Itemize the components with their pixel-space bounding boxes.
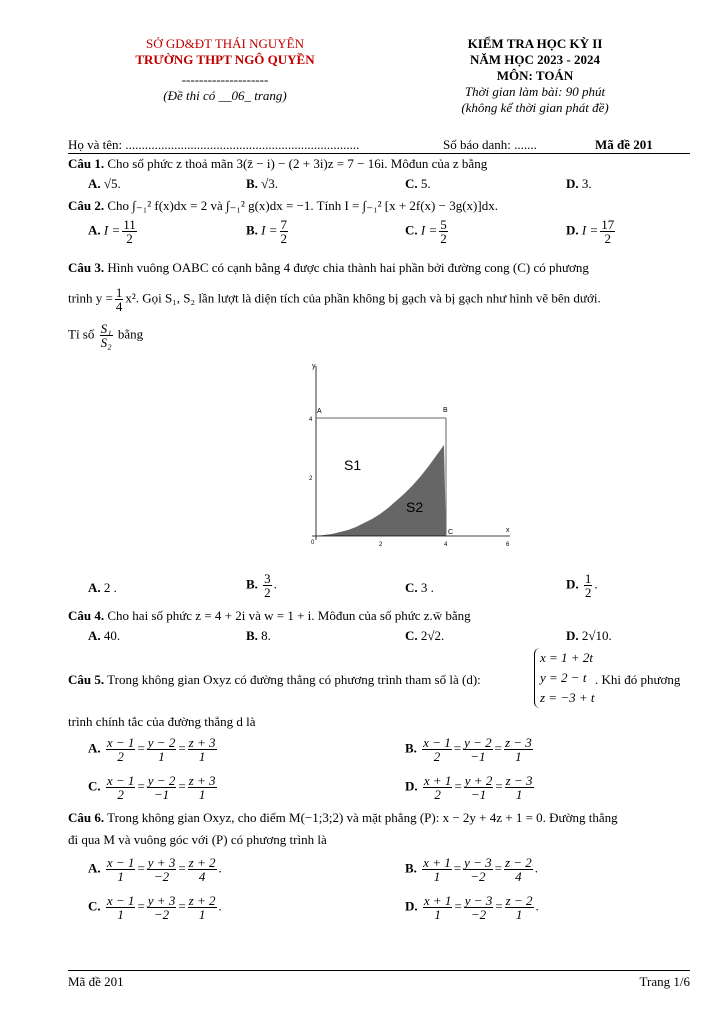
point-a-label: A xyxy=(317,408,322,415)
question-label: Câu 4. xyxy=(68,608,105,623)
subject: MÔN: TOÁN xyxy=(496,68,574,83)
x-axis-label: x xyxy=(506,527,510,534)
q2-option-b[interactable]: B. I = $\frac{7}{2}$ xyxy=(246,217,288,246)
fraction: $\frac{7}{2}$ xyxy=(280,217,288,246)
question-6-line-2: đi qua M và vuông góc với (P) có phương trình là xyxy=(68,832,327,847)
tick-y-4: 4 xyxy=(309,417,313,423)
question-5 xyxy=(68,672,481,688)
q2-option-d[interactable]: D. I = $\frac{17}{2}$ xyxy=(566,217,615,246)
question-6 xyxy=(68,810,618,826)
q2-option-a[interactable]: A. I = $\frac{11}{2}$ xyxy=(88,217,136,246)
duration-note: (không kể thời gian phát đề) xyxy=(461,100,609,115)
q6-option-a[interactable]: A. $\frac{x - 1}{1}$ = $\frac{y + 3}{-2}$ = $\frac{z + 2}{4}$ . xyxy=(88,855,222,884)
question-3 xyxy=(68,260,589,276)
header-divider: -------------------- xyxy=(181,72,269,87)
q5-option-b[interactable]: B. $\frac{x - 1}{2}$ = $\frac{y - 2}{-1}$ = $\frac{z - 3}{1}$ xyxy=(405,735,532,764)
question-label: Câu 3. xyxy=(68,260,105,275)
fraction: $\frac{\text{S₁}}{\text{S₂}}$ xyxy=(100,321,112,350)
question-5-line-2: trình chính tắc của đường thẳng d là xyxy=(68,714,256,729)
tick-x-6: 6 xyxy=(506,542,510,548)
q1-option-d[interactable]: D. 3. xyxy=(566,176,592,191)
q3-option-a[interactable]: A. 2 . xyxy=(88,580,117,595)
q6-option-d[interactable]: D. $\frac{x + 1}{1}$ = $\frac{y - 3}{-2}$ = $\frac{z - 2}{1}$ . xyxy=(405,893,539,922)
question-text: Trong không gian Oxyz có đường thẳng có phương trình tham số là (d): xyxy=(107,672,481,687)
page-count-note: (Đề thi có __06_ trang) xyxy=(163,88,287,103)
s2-label: S2 xyxy=(406,499,424,515)
fraction: $\frac{5}{2}$ xyxy=(440,217,447,246)
q6-option-c[interactable]: C. $\frac{x - 1}{1}$ = $\frac{y + 3}{-2}$ = $\frac{z + 2}{1}$ . xyxy=(88,893,222,922)
q4-option-c[interactable]: C. 2√2. xyxy=(405,628,445,643)
question-label: Câu 5. xyxy=(68,672,105,687)
y-axis-label: y xyxy=(312,363,316,370)
fraction: $\frac{1}{2}$ xyxy=(584,571,592,600)
question-label: Câu 6. xyxy=(68,810,105,825)
q5-option-c[interactable]: C. $\frac{x - 1}{2}$ = $\frac{y - 2}{-1}$ = $\frac{z + 3}{1}$ xyxy=(88,773,216,802)
footer-page-number: Trang 1/6 xyxy=(639,974,690,989)
question-4 xyxy=(68,608,471,624)
q4-option-d[interactable]: D. 2√10. xyxy=(566,628,612,643)
fraction: $\frac{1}{4}$ xyxy=(115,285,123,314)
question-text: Trong không gian Oxyz, cho điểm M(−1;3;2) và mặt phẳng (P): x − 2y + 4z + 1 = 0. Đường thẳng xyxy=(107,810,618,825)
q3-option-c[interactable]: C. 3 . xyxy=(405,580,434,595)
footer-exam-code: Mã đề 201 xyxy=(68,974,124,989)
question-3-line-3: Tỉ số $\frac{\text{S₁}}{\text{S₂}}$ bằng xyxy=(68,321,144,350)
parametric-system xyxy=(534,648,595,708)
system-eq-x: x = 1 + 2t xyxy=(540,650,593,665)
question-text: Cho ∫₋₁² f(x)dx = 2 và ∫₋₁² g(x)dx = −1. Tính I = ∫₋₁² [x + 2f(x) − 3g(x)]dx. xyxy=(107,198,498,213)
question-text: Cho số phức z thoả mãn 3(z̄ − i) − (2 + 3i)z = 7 − 16i. Môđun của z bằng xyxy=(107,156,488,171)
point-c-label: C xyxy=(448,529,454,536)
question-5-continuation: . Khi đó phương xyxy=(595,672,681,687)
tick-x-4: 4 xyxy=(444,542,448,548)
question-label: Câu 2. xyxy=(68,198,105,213)
system-eq-z: z = −3 + t xyxy=(540,690,595,705)
header-left xyxy=(110,36,340,104)
q1-option-b[interactable]: B. √3. xyxy=(246,176,279,191)
school-name: TRƯỜNG THPT NGÔ QUYỀN xyxy=(135,52,315,67)
q4-option-a[interactable]: A. 40. xyxy=(88,628,121,643)
exam-code: Mã đề 201 xyxy=(595,137,653,152)
q6-option-b[interactable]: B. $\frac{x + 1}{1}$ = $\frac{y - 3}{-2}$ = $\frac{z - 2}{4}$ . xyxy=(405,855,539,884)
question-label: Câu 1. xyxy=(68,156,105,171)
system-eq-y: y = 2 − t xyxy=(540,670,587,685)
tick-x-2: 2 xyxy=(379,542,383,548)
q3-option-b[interactable]: B. $\frac{3}{2}$ . xyxy=(246,571,277,600)
q2-option-c[interactable]: C. I = $\frac{5}{2}$ xyxy=(405,217,447,246)
duration: Thời gian làm bài: 90 phút xyxy=(464,84,606,99)
q4-option-b[interactable]: B. 8. xyxy=(246,628,271,643)
student-name-field: Họ và tên: ........................................................................ xyxy=(68,137,360,152)
fraction: $\frac{3}{2}$ xyxy=(264,571,271,600)
s2-shaded-region xyxy=(316,445,446,536)
origin-label: 0 xyxy=(311,540,315,546)
question-1 xyxy=(68,156,487,172)
tick-y-2: 2 xyxy=(309,476,313,482)
area-figure xyxy=(298,360,518,550)
point-b-label: B xyxy=(443,407,448,414)
info-underline xyxy=(68,153,690,154)
fraction: $\frac{11}{2}$ xyxy=(123,217,136,246)
question-text: Hình vuông OABC có cạnh bằng 4 được chia thành hai phần bởi đường cong (C) có phương xyxy=(107,260,589,275)
s1-label: S1 xyxy=(344,457,362,473)
question-3-line-2: trình y = $\frac{1}{4}$ x². Gọi S₁, S₂ lần lượt là diện tích của phần không bị gạch và bị gạch như hình vẽ bên dưới. xyxy=(68,285,601,314)
header-right xyxy=(420,36,650,116)
question-2 xyxy=(68,198,498,214)
q5-option-a[interactable]: A. $\frac{x - 1}{2}$ = $\frac{y - 2}{1}$ = $\frac{z + 3}{1}$ xyxy=(88,735,216,764)
department-name: SỞ GD&ĐT THÁI NGUYÊN xyxy=(145,36,305,51)
student-id-field: Số báo danh: ....... xyxy=(443,137,537,152)
exam-title: KIỂM TRA HỌC KỲ II xyxy=(467,36,603,51)
question-text: Cho hai số phức z = 4 + 2i và w = 1 + i. Môđun của số phức z.w̄ bằng xyxy=(107,608,471,623)
q1-option-c[interactable]: C. 5. xyxy=(405,176,431,191)
q5-option-d[interactable]: D. $\frac{x + 1}{2}$ = $\frac{y + 2}{-1}$ = $\frac{z - 3}{1}$ xyxy=(405,773,533,802)
q1-option-a[interactable]: A. √5. xyxy=(88,176,121,191)
fraction: $\frac{17}{2}$ xyxy=(601,217,615,246)
q3-option-d[interactable]: D. $\frac{1}{2}$ . xyxy=(566,571,598,600)
school-year: NĂM HỌC 2023 - 2024 xyxy=(470,52,600,67)
footer-rule xyxy=(68,970,690,971)
